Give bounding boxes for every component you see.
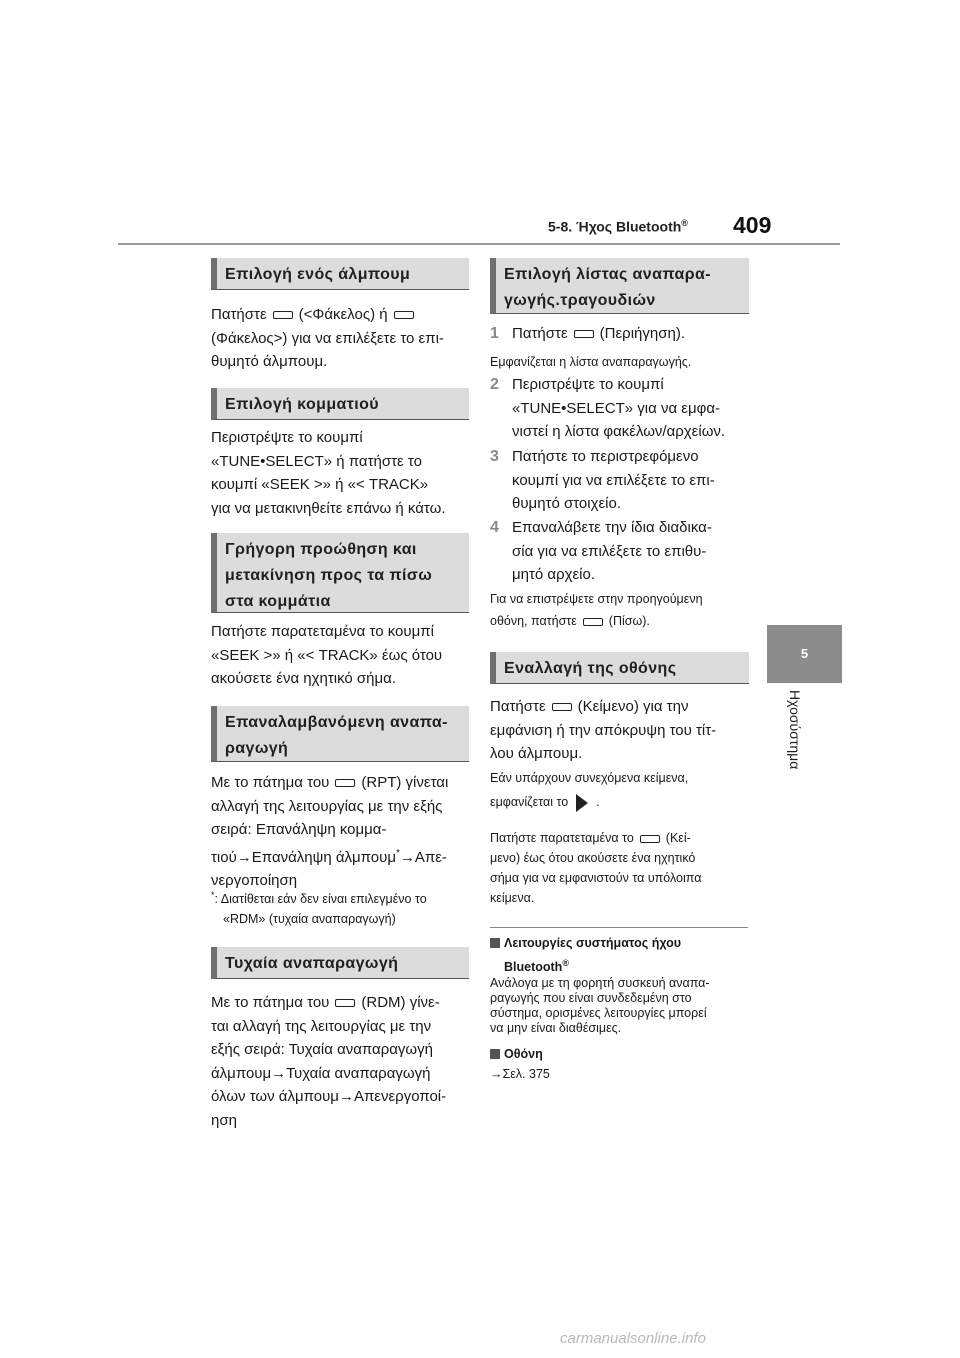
repeat-footnote: *: Διατίθεται εάν δεν είναι επιλεγμένο το «RDM» (τυχαία αναπαραγωγή) xyxy=(211,890,427,927)
button-icon xyxy=(552,703,572,711)
section-heading-random: Τυχαία αναπαραγωγή xyxy=(211,947,469,979)
fast-forward-text: Πατήστε παρατεταμένα το κουμπί «SEEK >» ή «< TRACK» έως ότου ακούσετε ένα ηχητικό σήμα. xyxy=(211,623,443,687)
step-2: 2 Περιστρέψτε το κουμπί «TUNE•SELECT» για να εμφα- νιστεί η λίστα φακέλων/αρχείων. xyxy=(490,376,726,440)
watermark: carmanualsonline.info xyxy=(560,1330,706,1347)
chapter-tab-label: Ηχοσύστημα xyxy=(787,690,803,770)
section-heading-album: Επιλογή ενός άλμπουμ xyxy=(211,258,469,290)
section-heading-repeat: Επαναλαμβανόμενη αναπα- ραγωγή xyxy=(211,706,469,762)
random-text: Με το πάτημα του (RDM) γίνε- ται αλλαγή της λειτουργίας με την εξής σειρά: Τυχαία αναπαραγωγή άλμπουμ→Τυχαία αναπαραγωγή όλων των άλμπουμ→Απενεργοποί- ηση xyxy=(211,994,447,1129)
header-divider xyxy=(118,243,840,245)
button-icon xyxy=(335,779,355,787)
display-text: Πατήστε (Κείμενο) για την εμφάνιση ή την απόκρυψη του τίτ- λου άλμπουμ. xyxy=(490,698,717,762)
button-icon xyxy=(583,618,603,626)
button-icon xyxy=(394,311,414,319)
square-bullet-icon xyxy=(490,1049,500,1059)
step-3: 3 Πατήστε το περιστρεφόμενο κουμπί για να επιλέξετε το επι- θυμητό στοιχείο. xyxy=(490,448,715,512)
section-heading-display: Εναλλαγή της οθόνης xyxy=(490,652,749,684)
square-bullet-icon xyxy=(490,938,500,948)
step-1-note: Εμφανίζεται η λίστα αναπαραγωγής. xyxy=(490,355,692,369)
back-note: Για να επιστρέψετε στην προηγούμενη οθόνη, πατήστε (Πίσω). xyxy=(490,592,703,628)
bluetooth-functions-heading: Λειτουργίες συστήματος ήχου Bluetooth® xyxy=(490,933,752,977)
button-icon xyxy=(273,311,293,319)
section-heading-track: Επιλογή κομματιού xyxy=(211,388,469,420)
more-text-icon xyxy=(576,794,588,812)
track-text: Περιστρέψτε το κουμπί «TUNE•SELECT» ή πατήστε το κουμπί «SEEK >» ή «< TRACK» για να μετακινηθείτε επάνω ή κάτω. xyxy=(211,429,446,517)
page-number: 409 xyxy=(733,212,772,238)
album-text: Πατήστε (<Φάκελος) ή (Φάκελος>) για να επιλέξετε το επι- θυμητό άλμπουμ. xyxy=(211,306,444,370)
bluetooth-functions-text: Ανάλογα με τη φορητή συσκευή αναπα- ραγωγής που είναι συνδεδεμένη στο σύστημα, ορισμένες λειτουργίες μπορεί να μην είναι διαθέσιμες. xyxy=(490,976,710,1035)
button-icon xyxy=(574,330,594,338)
repeat-text: Με το πάτημα του (RPT) γίνεται αλλαγή της λειτουργίας με την εξής σειρά: Επανάληψη κομμα- τιού→Επανάληψη άλμπουμ*→Απε- νεργοποίηση xyxy=(211,774,449,889)
display-note-2: Πατήστε παρατεταμένα το (Κεί- μενο) έως ότου ακούσετε ένα ηχητικό σήμα για να εμφανιστούν τα υπόλοιπα κείμενα. xyxy=(490,831,702,905)
section-heading-playlist: Επιλογή λίστας αναπαρα- γωγής.τραγουδιών xyxy=(490,258,749,314)
page-reference-link[interactable]: →Σελ. 375 xyxy=(490,1067,550,1081)
chapter-tab: 5 xyxy=(767,625,842,683)
section-divider xyxy=(490,927,748,928)
screen-heading: Οθόνη xyxy=(490,1044,752,1064)
step-4: 4 Επαναλάβετε την ίδια διαδικα- σία για να επιλέξετε το επιθυ- μητό αρχείο. xyxy=(490,519,712,583)
display-note-1: Εάν υπάρχουν συνεχόμενα κείμενα, εμφανίζεται το . xyxy=(490,768,752,812)
button-icon xyxy=(335,999,355,1007)
button-icon xyxy=(640,835,660,843)
section-heading-fast-forward: Γρήγορη προώθηση και μετακίνηση προς τα πίσω στα κομμάτια xyxy=(211,533,469,613)
chapter-title: 5-8. Ήχος Bluetooth® xyxy=(548,218,688,235)
step-1: 1 Πατήστε (Περιήγηση). xyxy=(490,325,685,342)
